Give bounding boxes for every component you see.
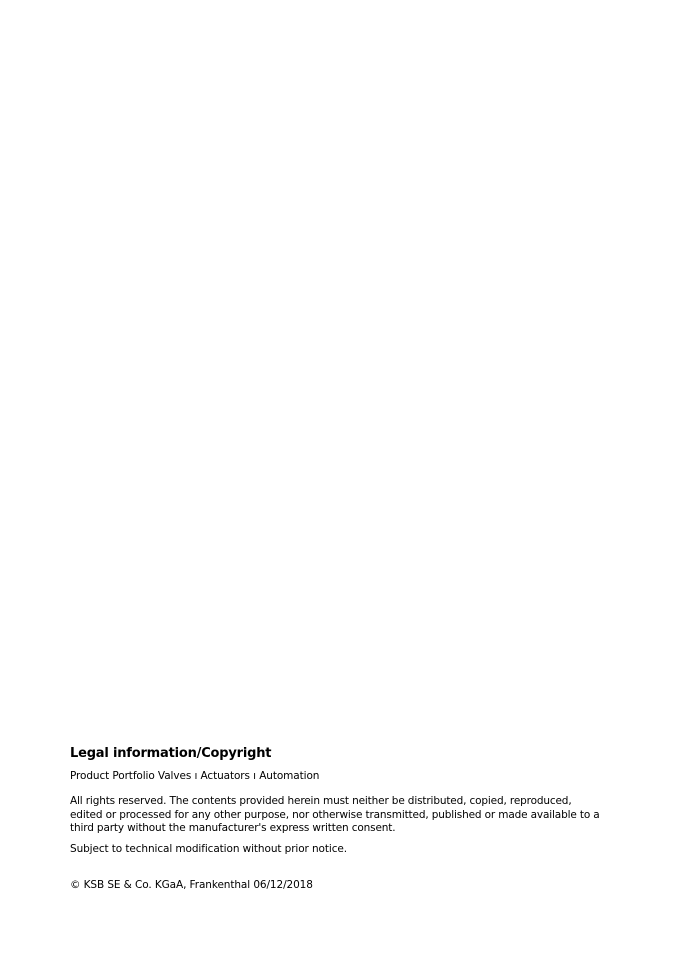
technical-modification-notice: Subject to technical modification without prior notice.: [70, 842, 347, 855]
copyright-notice: © KSB SE & Co. KGaA, Frankenthal 06/12/2018: [70, 878, 313, 891]
rights-line: edited or processed for any other purpose, nor otherwise transmitted, published or made available to a: [70, 808, 600, 821]
product-portfolio-line: Product Portfolio Valves ı Actuators ı Automation: [70, 770, 320, 782]
rights-line: All rights reserved. The contents provided herein must neither be distributed, copied, reproduced,: [70, 795, 572, 807]
legal-title: Legal information/Copyright: [70, 746, 272, 761]
rights-reserved-text: [70, 795, 630, 836]
rights-line: third party without the manufacturer's express written consent.: [70, 822, 396, 834]
legal-information-section: [70, 745, 630, 892]
